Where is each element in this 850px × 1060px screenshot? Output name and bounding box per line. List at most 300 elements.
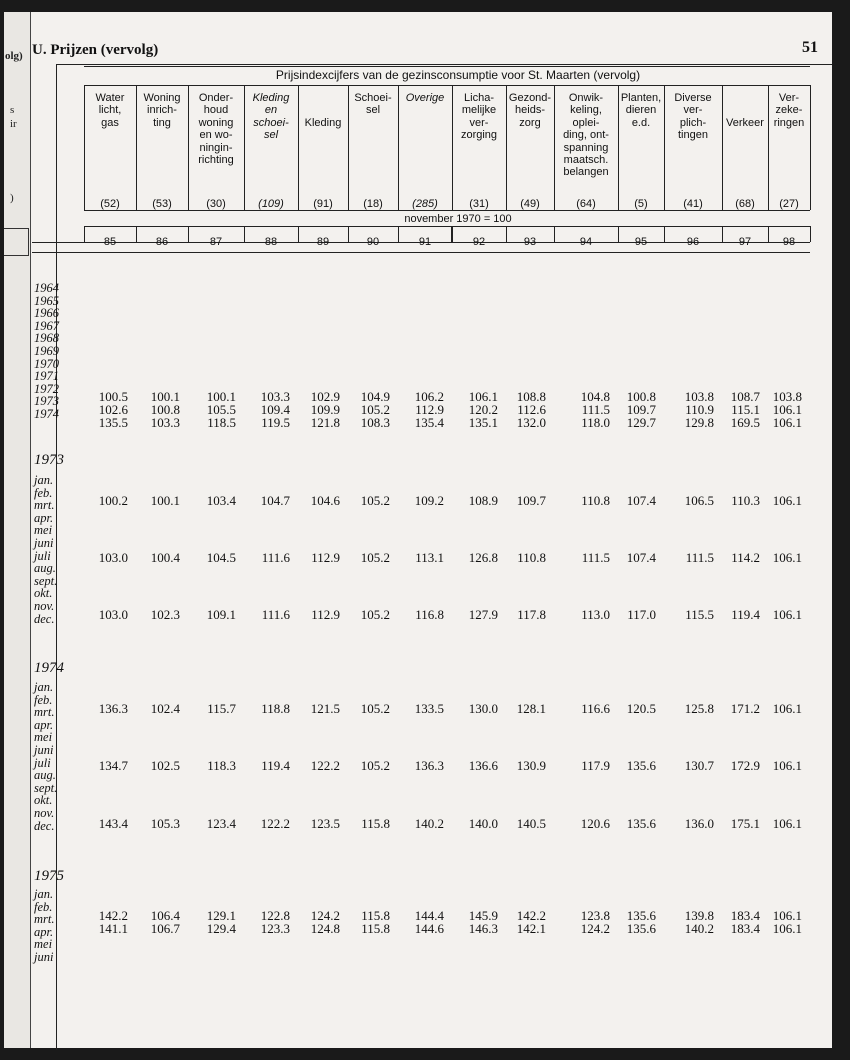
table-cell: 103.4: [206, 493, 236, 508]
row-label-month: apr.: [34, 924, 54, 939]
table-cell: 111.5: [581, 550, 610, 565]
table-cell: 102.3: [150, 607, 180, 622]
table-cell: 112.9: [415, 402, 444, 417]
table-cell: 115.8: [361, 908, 390, 923]
column-header-line: sel: [365, 104, 381, 117]
table-cell: 104.7: [260, 493, 290, 508]
adjacent-page-mark: s: [10, 104, 15, 116]
row-label-month: mei: [34, 730, 53, 745]
row-label-year: 1965: [34, 293, 59, 308]
table-row: [32, 908, 832, 922]
table-cell: 120.5: [626, 701, 656, 716]
table-cell: 135.6: [626, 908, 656, 923]
adjacent-page-edge: [4, 12, 31, 1048]
table-cell: 102.6: [98, 402, 128, 417]
row-label-month: juli: [34, 755, 51, 770]
table-cell: 106.5: [684, 493, 714, 508]
row-label-year-heading: 1973: [34, 452, 64, 468]
row-label-year: 1970: [34, 356, 59, 371]
table-cell: 135.4: [414, 415, 444, 430]
table-row: [32, 921, 832, 935]
column-header-line: Water: [95, 92, 125, 104]
column-weight: (41): [683, 198, 703, 210]
table-cell: 106.7: [150, 921, 180, 936]
table-cell: 100.2: [98, 493, 128, 508]
table-cell: 135.5: [98, 415, 128, 430]
table-cell: 126.8: [468, 550, 498, 565]
row-label-month: dec.: [34, 611, 55, 626]
table-cell: 129.8: [684, 415, 714, 430]
column-weight: (285): [412, 198, 438, 210]
column-header-line: keling,: [570, 104, 602, 117]
table-cell: 130.0: [468, 701, 498, 716]
column-header-line: Overige: [405, 92, 445, 104]
table-cell: 143.4: [98, 816, 128, 831]
column-header-line: Diverse: [674, 92, 712, 104]
table-title: Prijsindexcijfers van de gezinsconsumptie voor St. Maarten (vervolg): [275, 68, 641, 82]
section-header: U. Prijzen (vervolg): [32, 42, 159, 58]
table-cell: 105.5: [206, 402, 236, 417]
table-cell: 135.6: [626, 921, 656, 936]
column-weight: (5): [634, 198, 648, 210]
column-weight: (52): [100, 198, 120, 210]
row-label-year: 1968: [34, 331, 59, 346]
column-number: 95: [634, 236, 648, 248]
table-cell: 129.1: [206, 908, 236, 923]
row-label-month: juni: [34, 950, 54, 964]
column-weight: (53): [152, 198, 172, 210]
table-cell: 136.0: [684, 816, 714, 831]
table-cell: 106.1: [772, 921, 802, 936]
column-header: [554, 92, 618, 179]
table-cell: 171.2: [730, 701, 760, 716]
table-cell: 135.6: [626, 758, 656, 773]
row-label-year: 1964: [34, 281, 59, 295]
table-cell: 107.4: [626, 550, 656, 565]
row-label-month: apr.: [34, 510, 54, 525]
table-cell: 103.3: [260, 389, 290, 404]
main-page: [32, 12, 832, 1048]
column-header-line: zorging: [460, 129, 498, 142]
table-cell: 142.2: [516, 908, 546, 923]
table-cell: 104.5: [206, 550, 236, 565]
table-cell: 130.7: [684, 758, 714, 773]
row-label-month: juli: [34, 548, 51, 563]
column-header: [452, 92, 506, 142]
column-header-line: ningin-: [199, 141, 233, 154]
column-number: 97: [738, 236, 752, 248]
table-cell: 117.8: [517, 607, 546, 622]
table-cell: 106.4: [150, 908, 180, 923]
adjacent-page-box: [4, 228, 29, 256]
column-header-line: [722, 104, 768, 116]
column-header: [768, 92, 810, 129]
column-weight: (31): [469, 198, 489, 210]
column-weight: (49): [520, 198, 540, 210]
column-header-line: en: [264, 104, 278, 117]
document-page: [4, 12, 832, 1048]
column-header: [136, 92, 188, 129]
table-cell: 109.7: [626, 402, 656, 417]
column-weight: (18): [363, 198, 383, 210]
table-cell: 118.5: [207, 415, 236, 430]
table-cell: 117.0: [627, 607, 656, 622]
table-cell: 139.8: [684, 908, 714, 923]
table-cell: 106.1: [772, 415, 802, 430]
row-label-year: 1969: [34, 344, 59, 358]
row-label-month: juni: [34, 743, 54, 757]
column-weight: (64): [576, 198, 596, 210]
table-cell: 104.9: [360, 389, 390, 404]
table-cell: 123.8: [580, 908, 610, 923]
column-header-line: houd: [203, 104, 229, 117]
column-header-line: ver-: [469, 116, 489, 129]
column-header: [664, 92, 722, 142]
row-label-month: feb.: [34, 485, 53, 500]
adjacent-page-text: olg): [5, 50, 23, 62]
table-cell: 105.2: [360, 402, 390, 417]
table-cell: 142.2: [98, 908, 128, 923]
column-header-line: [298, 104, 348, 116]
column-header: [84, 92, 136, 129]
table-cell: 132.0: [516, 415, 546, 430]
table-cell: 120.2: [468, 402, 498, 417]
table-cell: 109.2: [414, 493, 444, 508]
table-cell: 114.2: [731, 550, 760, 565]
table-cell: 105.2: [360, 758, 390, 773]
table-cell: 110.8: [581, 493, 610, 508]
column-number: 86: [155, 236, 169, 248]
table-cell: 105.3: [150, 816, 180, 831]
table-cell: 136.3: [414, 758, 444, 773]
table-cell: 115.8: [361, 816, 390, 831]
column-header-line: inrich-: [147, 104, 177, 117]
table-cell: 105.2: [360, 550, 390, 565]
table-cell: 183.4: [730, 908, 760, 923]
column-header: [244, 92, 298, 142]
row-label-month: mei: [34, 937, 53, 952]
table-cell: 106.1: [772, 550, 802, 565]
row-label-year-heading: 1974: [34, 660, 64, 676]
row-label-month: jan.: [34, 680, 54, 694]
column-weight: (27): [779, 198, 799, 210]
table-cell: 117.9: [581, 758, 610, 773]
column-header: [298, 92, 348, 129]
column-header-line: woning: [198, 116, 234, 129]
column-number: 87: [209, 236, 223, 248]
column-header-line: ding, ont-: [563, 129, 609, 142]
table-cell: 106.1: [772, 701, 802, 716]
table-cell: 103.0: [98, 550, 128, 565]
row-label-month: mei: [34, 523, 53, 538]
row-label-month: juni: [34, 536, 54, 550]
table-cell: 103.3: [150, 415, 180, 430]
table-cell: 106.1: [772, 908, 802, 923]
table-cell: 106.1: [772, 816, 802, 831]
table-cell: 122.2: [260, 816, 290, 831]
table-cell: 106.1: [772, 402, 802, 417]
table-cell: 106.1: [772, 758, 802, 773]
table-cell: 115.5: [685, 607, 714, 622]
table-cell: 109.7: [516, 493, 546, 508]
row-label-month: aug.: [34, 561, 56, 576]
table-cell: 129.7: [626, 415, 656, 430]
table-cell: 123.5: [310, 816, 340, 831]
row-label-month: apr.: [34, 717, 54, 732]
header-rule-line: [84, 66, 810, 67]
column-header-line: ver-: [683, 104, 703, 117]
table-cell: 145.9: [468, 908, 498, 923]
table-row: [32, 701, 832, 715]
table-cell: 175.1: [730, 816, 760, 831]
table-cell: 121.5: [310, 701, 340, 716]
row-label-month: aug.: [34, 768, 56, 783]
column-header-line: maatsch.: [563, 154, 609, 167]
row-label-year: 1974: [34, 407, 59, 421]
table-cell: 121.8: [310, 415, 340, 430]
table-cell: 103.8: [684, 389, 714, 404]
table-row: [32, 755, 832, 773]
table-cell: 111.5: [581, 402, 610, 417]
table-row: [32, 389, 832, 403]
row-label-month: feb.: [34, 899, 53, 914]
table-cell: 104.8: [580, 389, 610, 404]
table-cell: 129.4: [206, 921, 236, 936]
table-cell: 111.6: [261, 550, 290, 565]
table-cell: 118.0: [581, 415, 610, 430]
row-label-year: 1967: [34, 318, 59, 333]
header-rule: [56, 64, 832, 65]
column-header-line: melijke: [461, 104, 497, 117]
column-header-line: spanning: [563, 141, 609, 154]
column-header-line: tingen: [678, 129, 708, 142]
table-cell: 109.4: [260, 402, 290, 417]
table-cell: 102.4: [150, 701, 180, 716]
table-row: [32, 402, 832, 416]
table-cell: 130.9: [516, 758, 546, 773]
table-cell: 106.1: [772, 607, 802, 622]
table-cell: 110.9: [685, 402, 714, 417]
table-cell: 112.6: [517, 402, 546, 417]
table-cell: 100.8: [150, 402, 180, 417]
table-cell: 123.3: [260, 921, 290, 936]
table-cell: 110.3: [731, 493, 760, 508]
table-cell: 105.2: [360, 607, 390, 622]
table-cell: 108.7: [730, 389, 760, 404]
table-cell: 108.9: [468, 493, 498, 508]
table-cell: 115.1: [731, 402, 760, 417]
column-divider: [810, 226, 811, 242]
table-cell: 116.6: [581, 701, 610, 716]
table-cell: 119.4: [261, 758, 290, 773]
table-cell: 109.1: [206, 607, 236, 622]
row-label-month: nov.: [34, 806, 55, 820]
table-cell: 123.4: [206, 816, 236, 831]
row-label-month: sept.: [34, 780, 58, 795]
row-label-year: 1973: [34, 394, 59, 409]
column-header-line: ting: [153, 116, 171, 129]
column-header-line: ringen: [773, 116, 805, 129]
column-header-line: licht,: [98, 104, 122, 117]
header-rule-line: [32, 252, 84, 253]
column-header-line: [722, 92, 768, 104]
table-cell: 103.8: [772, 389, 802, 404]
table-row: [32, 493, 832, 507]
table-cell: 108.8: [516, 389, 546, 404]
table-cell: 124.2: [310, 908, 340, 923]
table-cell: 100.5: [98, 389, 128, 404]
row-label-month: mrt.: [34, 705, 55, 720]
header-rule-line: [84, 252, 810, 253]
column-weight: (68): [735, 198, 755, 210]
table-cell: 135.1: [468, 415, 498, 430]
header-rule-line: [32, 242, 84, 243]
column-header-line: belangen: [563, 166, 609, 179]
table-cell: 100.1: [150, 493, 180, 508]
row-label-month: sept.: [34, 573, 58, 588]
table-cell: 128.1: [516, 701, 546, 716]
row-label-month: mrt.: [34, 912, 55, 927]
row-label-month: mrt.: [34, 498, 55, 513]
table-cell: 172.9: [730, 758, 760, 773]
table-cell: 136.6: [468, 758, 498, 773]
table-cell: 110.8: [517, 550, 546, 565]
row-label-month: dec.: [34, 818, 55, 833]
column-header: [348, 92, 398, 117]
column-header-line: Onwik-: [568, 92, 604, 104]
table-cell: 106.1: [468, 389, 498, 404]
row-label-year: 1972: [34, 381, 59, 396]
table-cell: 183.4: [730, 921, 760, 936]
column-number: 91: [418, 236, 432, 248]
table-cell: 119.5: [261, 415, 290, 430]
column-header-line: Gezond-: [508, 92, 552, 104]
table-cell: 108.3: [360, 415, 390, 430]
column-header-line: Schoei-: [354, 92, 392, 104]
column-header-line: Onder-: [198, 92, 234, 104]
table-cell: 120.6: [580, 816, 610, 831]
row-label-month: jan.: [34, 473, 54, 487]
table-cell: 146.3: [468, 921, 498, 936]
page-number: 51: [802, 39, 818, 56]
row-label-year: 1971: [34, 369, 59, 384]
table-cell: 134.7: [98, 758, 128, 773]
table-cell: 113.1: [415, 550, 444, 565]
column-header-line: Woning: [143, 92, 181, 104]
table-cell: 111.6: [261, 607, 290, 622]
column-number: 90: [366, 236, 380, 248]
table-cell: 135.6: [626, 816, 656, 831]
table-cell: 100.8: [626, 389, 656, 404]
column-number: 98: [782, 236, 796, 248]
column-header-line: Kleding: [304, 116, 342, 129]
table-row: [32, 607, 832, 621]
column-header-line: Ver-: [778, 92, 800, 104]
column-number: 89: [316, 236, 330, 248]
column-header-line: Licha-: [464, 92, 494, 104]
column-header-line: Kleding: [252, 92, 290, 104]
table-cell: 140.2: [684, 921, 714, 936]
column-header-line: richting: [198, 154, 234, 167]
table-cell: 112.9: [311, 607, 340, 622]
table-cell: 106.1: [772, 493, 802, 508]
adjacent-page-mark: ): [10, 192, 14, 204]
table-cell: 107.4: [626, 493, 656, 508]
column-header-line: plich-: [679, 116, 707, 129]
header-rule-line: [84, 210, 810, 211]
table-cell: 140.0: [468, 816, 498, 831]
table-cell: 127.9: [468, 607, 498, 622]
row-label-month: feb.: [34, 692, 53, 707]
table-cell: 125.8: [684, 701, 714, 716]
table-cell: 118.8: [261, 701, 290, 716]
column-header-line: zeke-: [775, 104, 803, 117]
column-header-line: zorg: [519, 116, 541, 129]
table-cell: 116.8: [415, 607, 444, 622]
column-header-line: e.d.: [631, 116, 651, 129]
table-cell: 140.5: [516, 816, 546, 831]
column-header-line: oplei-: [572, 116, 600, 129]
table-cell: 140.2: [414, 816, 444, 831]
column-divider: [810, 85, 811, 210]
column-number: 92: [472, 236, 486, 248]
table-cell: 106.2: [414, 389, 444, 404]
table-cell: 105.2: [360, 701, 390, 716]
row-label-month: nov.: [34, 599, 55, 613]
column-header-line: [298, 92, 348, 104]
column-header-line: heids-: [515, 104, 545, 117]
column-header-line: gas: [101, 116, 119, 129]
table-cell: 118.3: [207, 758, 236, 773]
table-cell: 144.6: [414, 921, 444, 936]
table-cell: 124.8: [310, 921, 340, 936]
column-header: [398, 92, 452, 104]
table-cell: 100.4: [150, 550, 180, 565]
column-header: [618, 92, 664, 129]
column-weight: (109): [258, 198, 284, 210]
table-cell: 103.0: [98, 607, 128, 622]
column-header-line: dieren: [625, 104, 657, 117]
header-rule-line: [84, 85, 810, 86]
column-number: 96: [686, 236, 700, 248]
column-header-line: en wo-: [199, 129, 233, 142]
column-weight: (91): [313, 198, 333, 210]
column-number: 94: [579, 236, 593, 248]
row-label-year-heading: 1975: [34, 868, 64, 884]
column-number: 85: [103, 236, 117, 248]
column-header: [722, 92, 768, 129]
table-cell: 141.1: [98, 921, 128, 936]
table-cell: 124.2: [580, 921, 610, 936]
table-cell: 119.4: [731, 607, 760, 622]
column-number: 88: [264, 236, 278, 248]
table-cell: 111.5: [685, 550, 714, 565]
column-weight: (30): [206, 198, 226, 210]
table-cell: 122.8: [260, 908, 290, 923]
table-cell: 109.9: [310, 402, 340, 417]
table-cell: 113.0: [581, 607, 610, 622]
column-number: 93: [523, 236, 537, 248]
column-header-line: Planten,: [620, 92, 662, 104]
table-cell: 136.3: [98, 701, 128, 716]
row-label-month: okt.: [34, 793, 53, 808]
row-label-month: okt.: [34, 586, 53, 601]
table-cell: 142.1: [516, 921, 546, 936]
table-cell: 102.5: [150, 758, 180, 773]
table-cell: 133.5: [414, 701, 444, 716]
column-header: [188, 92, 244, 166]
column-header-line: Verkeer: [726, 116, 764, 129]
